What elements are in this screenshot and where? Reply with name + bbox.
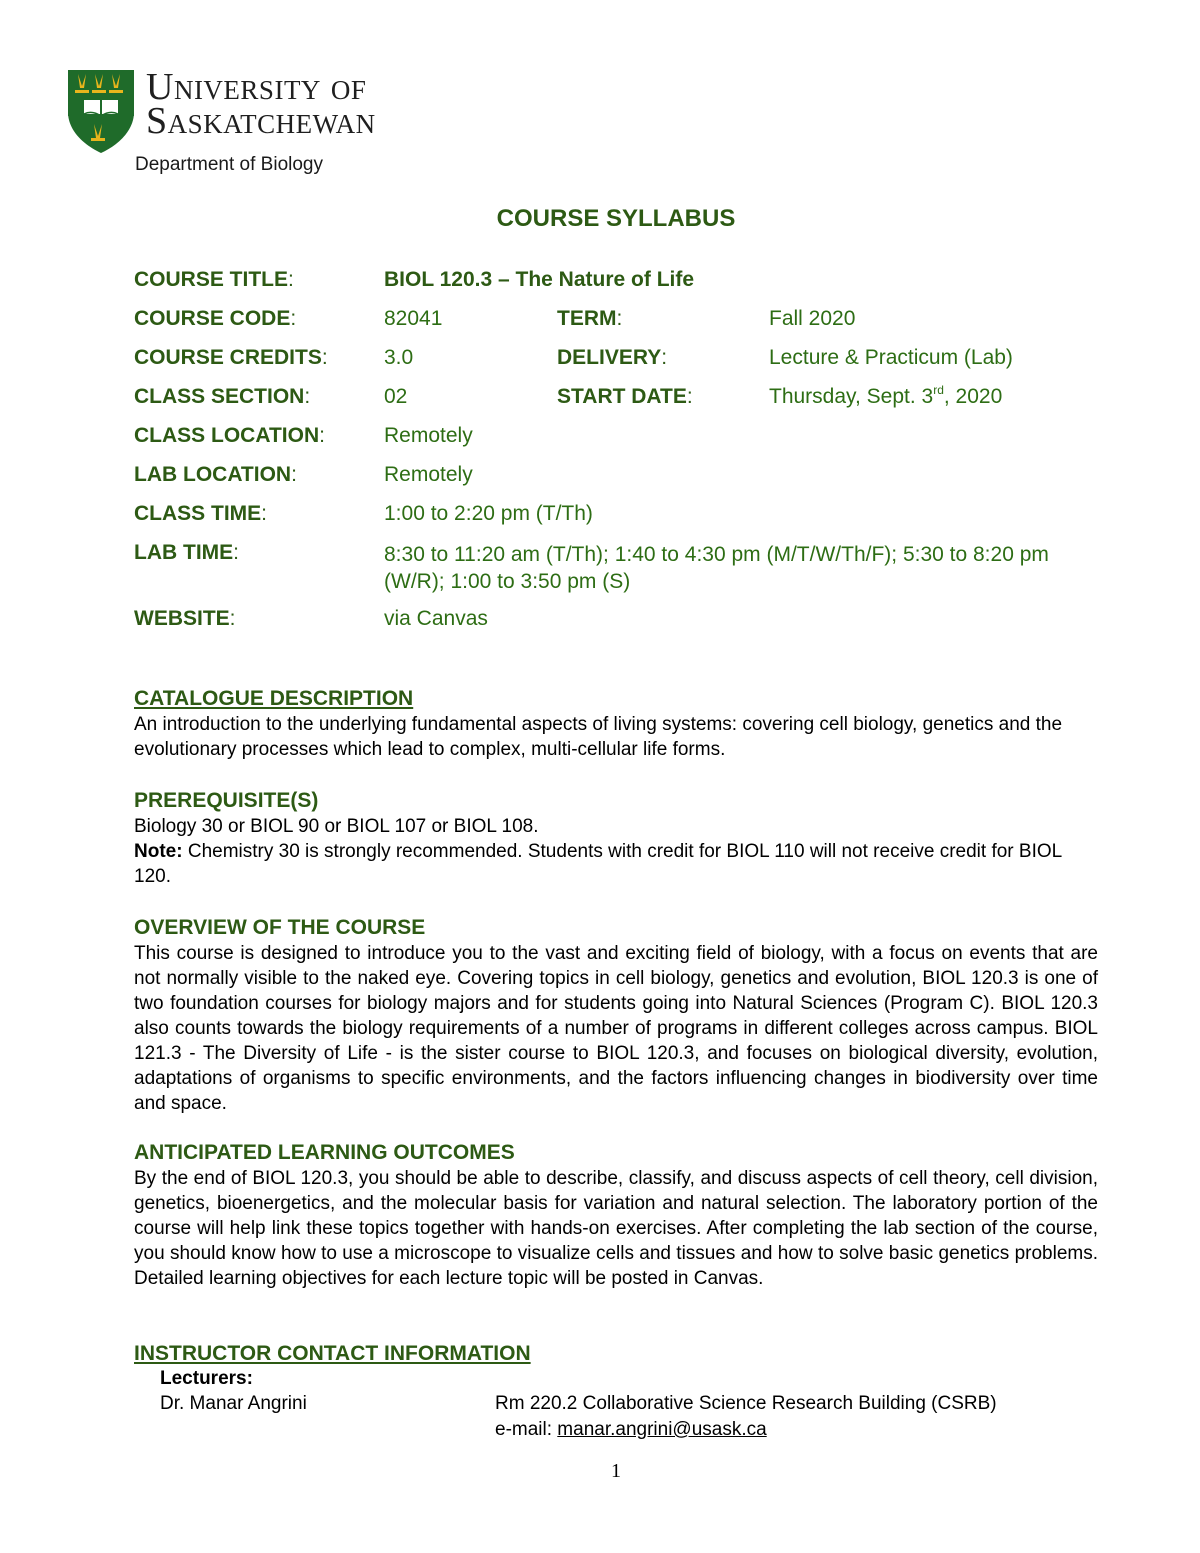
colon: : — [261, 502, 268, 525]
lecturer-name: Dr. Manar Angrini — [160, 1393, 307, 1414]
catalogue-heading: CATALOGUE DESCRIPTION — [134, 687, 414, 710]
prerequisites-heading: PREREQUISITE(S) — [134, 789, 319, 812]
colon: : — [319, 424, 325, 447]
colon: : — [686, 385, 693, 408]
lab-location-label: LAB LOCATION — [134, 463, 292, 486]
catalogue-section — [134, 686, 1098, 762]
prerequisites-note — [134, 839, 1098, 889]
course-credits-value: 3.0 — [384, 346, 414, 369]
delivery-value: Lecture & Practicum (Lab) — [769, 346, 1013, 369]
course-credits-label: COURSE CREDITS — [134, 346, 322, 369]
lab-location-value: Remotely — [384, 463, 473, 486]
outcomes-text: By the end of BIOL 120.3, you should be able to describe, classify, and discuss aspects of cell theory, cell division, genetics, bioenergetics, and the molecular basis for variation and natural selection. The laboratory portion of the course will help link these topics together with hands-on exercises. After completing the lab section of the course, you should know how to use a microscope to visualize cells and tissues and how to solve basic genetics problems. Detailed learning objectives for each lecture topic will be posted in Canvas. — [134, 1168, 1098, 1289]
colon: : — [290, 307, 297, 330]
lab-location-row — [134, 463, 1114, 502]
university-name-line1: University of — [146, 66, 367, 108]
university-wordmark — [146, 66, 376, 142]
course-info-table — [134, 268, 1114, 646]
website-label: WEBSITE — [134, 607, 230, 630]
overview-section — [134, 915, 1098, 1116]
colon: : — [661, 346, 668, 369]
university-crest-icon — [66, 68, 136, 154]
outcomes-heading: ANTICIPATED LEARNING OUTCOMES — [134, 1141, 515, 1164]
course-credits-row — [134, 346, 1114, 385]
start-date-prefix: Thursday, Sept. 3 — [769, 385, 934, 408]
instructor-heading: INSTRUCTOR CONTACT INFORMATION — [134, 1342, 531, 1365]
class-section-value: 02 — [384, 385, 408, 408]
delivery-label: DELIVERY — [557, 346, 662, 369]
lecturer-office: Rm 220.2 Collaborative Science Research Building (CSRB) — [495, 1393, 997, 1414]
class-section-label: CLASS SECTION — [134, 385, 305, 408]
lecturers-label: Lecturers: — [160, 1368, 253, 1389]
colon: : — [229, 607, 236, 630]
colon: : — [291, 463, 297, 486]
class-time-label: CLASS TIME — [134, 502, 262, 525]
overview-heading: OVERVIEW OF THE COURSE — [134, 916, 426, 939]
course-title-label: COURSE TITLE — [134, 268, 289, 291]
note-label: Note: — [134, 841, 183, 862]
website-value: via Canvas — [384, 607, 488, 630]
page-number: 1 — [611, 1460, 621, 1482]
course-title-value: BIOL 120.3 – The Nature of Life — [384, 268, 695, 291]
start-date-value — [769, 385, 1002, 409]
start-date-ordinal: rd — [933, 383, 944, 397]
class-location-label: CLASS LOCATION — [134, 424, 320, 447]
university-name-line2: Saskatchewan — [146, 100, 376, 142]
instructor-section — [134, 1341, 1098, 1367]
course-code-row — [134, 307, 1114, 346]
prerequisites-section — [134, 788, 1098, 889]
lab-time-row — [134, 541, 1114, 607]
colon: : — [304, 385, 311, 408]
course-code-label: COURSE CODE — [134, 307, 291, 330]
document-title: COURSE SYLLABUS — [496, 205, 736, 232]
lecturer-email-link[interactable]: manar.angrini@usask.ca — [557, 1419, 767, 1440]
note-text: Chemistry 30 is strongly recommended. Students with credit for BIOL 110 will not receive credit for BIOL 120. — [134, 841, 1062, 887]
overview-text: This course is designed to introduce you to the vast and exciting field of biology, with a focus on events that are not normally visible to the naked eye. Covering topics in cell biology, genetics and evolution, BIOL 120.3 is one of two foundation courses for biology majors and for students going into Natural Sciences (Program C). BIOL 120.3 also counts towards the biology requirements of a number of programs in different colleges across campus. BIOL 121.3 - The Diversity of Life - is the sister course to BIOL 120.3, and focuses on biological diversity, evolution, adaptations of organisms to specific environments, and the factors influencing changes in biodiversity over time and space. — [134, 943, 1098, 1114]
class-time-row — [134, 502, 1114, 541]
class-section-row — [134, 385, 1114, 424]
website-row — [134, 607, 1114, 646]
lab-time-label: LAB TIME — [134, 541, 234, 564]
class-location-row — [134, 424, 1114, 463]
class-time-value: 1:00 to 2:20 pm (T/Th) — [384, 502, 593, 525]
colon: : — [616, 307, 623, 330]
start-date-suffix: , 2020 — [943, 385, 1003, 408]
email-label: e-mail: — [495, 1419, 558, 1440]
colon: : — [233, 541, 239, 564]
department-name: Department of Biology — [135, 154, 323, 175]
course-title-row — [134, 268, 1114, 307]
colon: : — [321, 346, 328, 369]
class-location-value: Remotely — [384, 424, 473, 447]
term-value: Fall 2020 — [769, 307, 856, 330]
university-logo — [66, 68, 466, 158]
colon: : — [288, 268, 294, 291]
outcomes-section — [134, 1140, 1098, 1291]
term-label: TERM — [557, 307, 617, 330]
lab-time-value: 8:30 to 11:20 am (T/Th); 1:40 to 4:30 pm (M/T/W/Th/F); 5:30 to 8:20 pm (W/R); 1:00 to 3:50 pm (S) — [384, 543, 1049, 593]
lecturer-email-line — [495, 1417, 767, 1443]
catalogue-text: An introduction to the underlying fundamental aspects of living systems: covering cell biology, genetics and the evolutionary processes which lead to complex, multi-cellular life forms. — [134, 714, 1063, 760]
course-code-value: 82041 — [384, 307, 443, 330]
prerequisites-text: Biology 30 or BIOL 90 or BIOL 107 or BIOL 108. — [134, 816, 539, 837]
start-date-label: START DATE — [557, 385, 687, 408]
